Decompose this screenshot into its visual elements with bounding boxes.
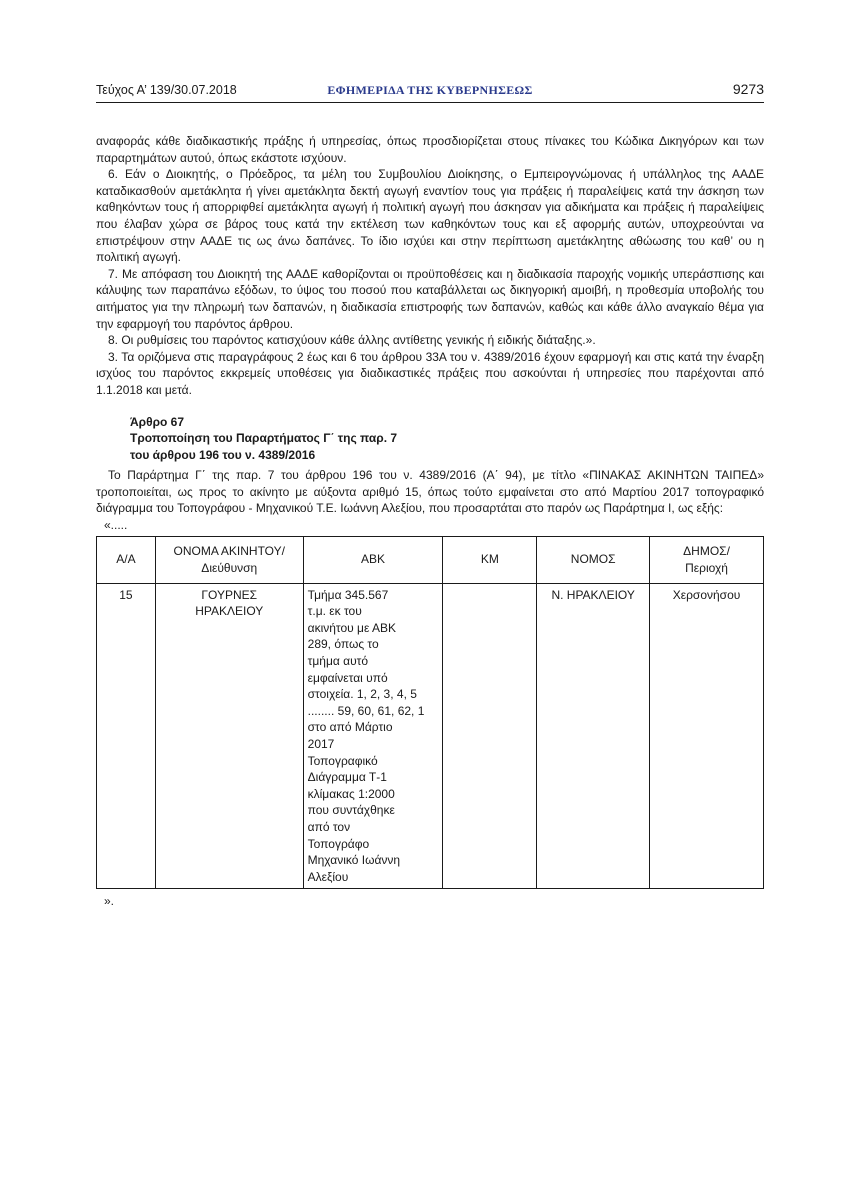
abk-line: τμήμα αυτό <box>307 654 369 669</box>
header-dimos-line-2: Περιοχή <box>685 560 728 575</box>
header-dimos-line-1: ΔΗΜΟΣ/ <box>683 544 730 559</box>
abk-line: στο από Μάρτιο <box>307 720 393 735</box>
article-heading <box>96 414 764 464</box>
cell-km <box>443 583 537 889</box>
quote-open: «..... <box>104 518 128 533</box>
table-header-row <box>97 536 764 583</box>
page-body <box>96 133 764 910</box>
header-name-line-1: ΟΝΟΜΑ ΑΚΙΝΗΤΟΥ/ <box>173 544 285 559</box>
abk-line: ακινήτου με ΑΒΚ <box>307 620 397 635</box>
abk-line: στοιχεία. 1, 2, 3, 4, 5 <box>307 687 417 702</box>
header-dimos <box>650 536 764 583</box>
cell-abk <box>303 583 443 889</box>
abk-line: 2017 <box>307 737 335 751</box>
header-aa: Α/Α <box>97 536 156 583</box>
cell-property-name <box>155 583 303 889</box>
abk-line: Τοπογράφο <box>307 836 370 851</box>
journal-title: ΕΦΗΜΕΡΙΔΑ ΤΗΣ ΚΥΒΕΡΝΗΣΕΩΣ <box>327 83 533 97</box>
abk-line: Τοπογραφικό <box>307 753 378 768</box>
paragraph-continued: αναφοράς κάθε διαδικαστικής πράξης ή υπηρεσίας, όπως προσδιορίζεται στους πίνακες του Κώδικα Δικηγόρων και των παραρτημάτων αυτού, όπως εκάστοτε ισχύουν. <box>96 134 764 165</box>
abk-line: από τον <box>307 819 351 834</box>
property-table <box>96 536 764 890</box>
gazette-page <box>96 80 764 910</box>
table-row <box>97 583 764 889</box>
article-number: Άρθρο 67 <box>130 414 185 429</box>
abk-line: Αλεξίου <box>307 869 349 884</box>
abk-line: Τμήμα 345.567 <box>307 587 389 602</box>
abk-line: ........ 59, 60, 61, 62, 1 <box>307 703 425 718</box>
header-nomos: ΝΟΜΟΣ <box>537 536 650 583</box>
abk-line: κλίμακας 1:2000 <box>307 786 395 801</box>
paragraph-3: 3. Τα οριζόμενα στις παραγράφους 2 έως και 6 του άρθρου 33Α του ν. 4389/2016 έχουν εφαρμογή και στις κατά την έναρξη ισχύος του παρόντος εκκρεμείς υποθέσεις για διαδικαστικές πράξεις που ασκούνται ή υπηρεσίες που παρέχονται από 1.1.2018 και μετά. <box>96 349 764 397</box>
header-abk: ΑΒΚ <box>303 536 443 583</box>
abk-line: Μηχανικό Ιωάννη <box>307 853 401 868</box>
abk-line: εμφαίνεται υπό <box>307 670 388 685</box>
header-km: ΚΜ <box>443 536 537 583</box>
cell-name-line-1: ΓΟΥΡΝΕΣ <box>201 587 258 602</box>
cell-aa: 15 <box>97 583 156 889</box>
cell-nomos: Ν. ΗΡΑΚΛΕΙΟΥ <box>537 583 650 889</box>
page-number: 9273 <box>732 81 764 97</box>
page-header <box>96 80 764 103</box>
issue-reference: Τεύχος Α’ 139/30.07.2018 <box>96 83 237 97</box>
header-name-line-2: Διεύθυνση <box>201 560 258 575</box>
article-intro: Το Παράρτημα Γ΄ της παρ. 7 του άρθρου 196 του ν. 4389/2016 (Α΄ 94), με τίτλο «ΠΙΝΑΚΑΣ ΑΚΙΝΗΤΩΝ ΤΑΙΠΕΔ» τροποποιείται, ως προς το ακίνητο με αύξοντα αριθμό 15, όπως τούτο εμφαίνεται στο από Μαρτίου 2017 τοπογραφικό διάγραμμα του Τοπογράφου - Μηχανικού Τ.Ε. Ιωάννη Αλεξίου, που προσαρτάται στο παρόν ως Παράρτημα Ι, ως εξής: <box>96 468 764 516</box>
article-title-line-2: του άρθρου 196 του ν. 4389/2016 <box>130 447 316 462</box>
header-property-name <box>155 536 303 583</box>
article-title-line-1: Τροποποίηση του Παραρτήματος Γ΄ της παρ. 7 <box>130 431 398 446</box>
abk-line: τ.μ. εκ του <box>307 604 362 619</box>
paragraph-8: 8. Οι ρυθμίσεις του παρόντος κατισχύουν κάθε άλλης αντίθετης γενικής ή ειδικής διάταξης.». <box>108 333 596 348</box>
abk-line: που συντάχθηκε <box>307 803 395 818</box>
abk-line: Διάγραμμα Τ-1 <box>307 770 387 785</box>
cell-dimos: Χερσονήσου <box>650 583 764 889</box>
paragraph-6: 6. Εάν ο Διοικητής, ο Πρόεδρος, τα μέλη του Συμβουλίου Διοίκησης, ο Εμπειρογνώμονας ή υπάλληλος της ΑΑΔΕ καταδικασθούν αμετάκλητα ή γίνει αμετάκλητα δεκτή αγωγή εναντίον τους για πράξεις ή παραλείψεις κατά την άσκηση των καθηκόντων τους ή απορριφθεί αμετάκλητα αγωγή ή πολιτική αγωγή που άσκησαν για αδικήματα και πράξεις ή παραλείψεις που έλαβαν χώρα σε βάρος τους κατά την εκτέλεση των καθηκόντων τους και εξ αφορμής αυτών, υποχρεούνται να επιστρέψουν στην ΑΑΔΕ τις ως άνω δαπάνες. Το ίδιο ισχύει και στην περίπτωση αμετάκλητης αθώωσης του καθ’ ου η πολιτική αγωγή. <box>96 167 764 265</box>
paragraph-7: 7. Με απόφαση του Διοικητή της ΑΑΔΕ καθορίζονται οι προϋποθέσεις και η διαδικασία παροχής νομικής υπεράσπισης και κάλυψης των παραπάνω εξόδων, το ύψος του ποσού που καταβάλλεται ως δικηγορική αμοιβή, η προθεσμία υποβολής του αιτήματος για την πληρωμή των δαπανών, η διαδικασία επιστροφής των δαπανών, καθώς και κάθε άλλο αναγκαίο θέμα για την εφαρμογή του παρόντος άρθρου. <box>96 266 764 331</box>
abk-line: 289, όπως το <box>307 637 379 652</box>
cell-name-line-2: ΗΡΑΚΛΕΙΟΥ <box>195 604 264 619</box>
quote-close: ». <box>104 894 115 909</box>
